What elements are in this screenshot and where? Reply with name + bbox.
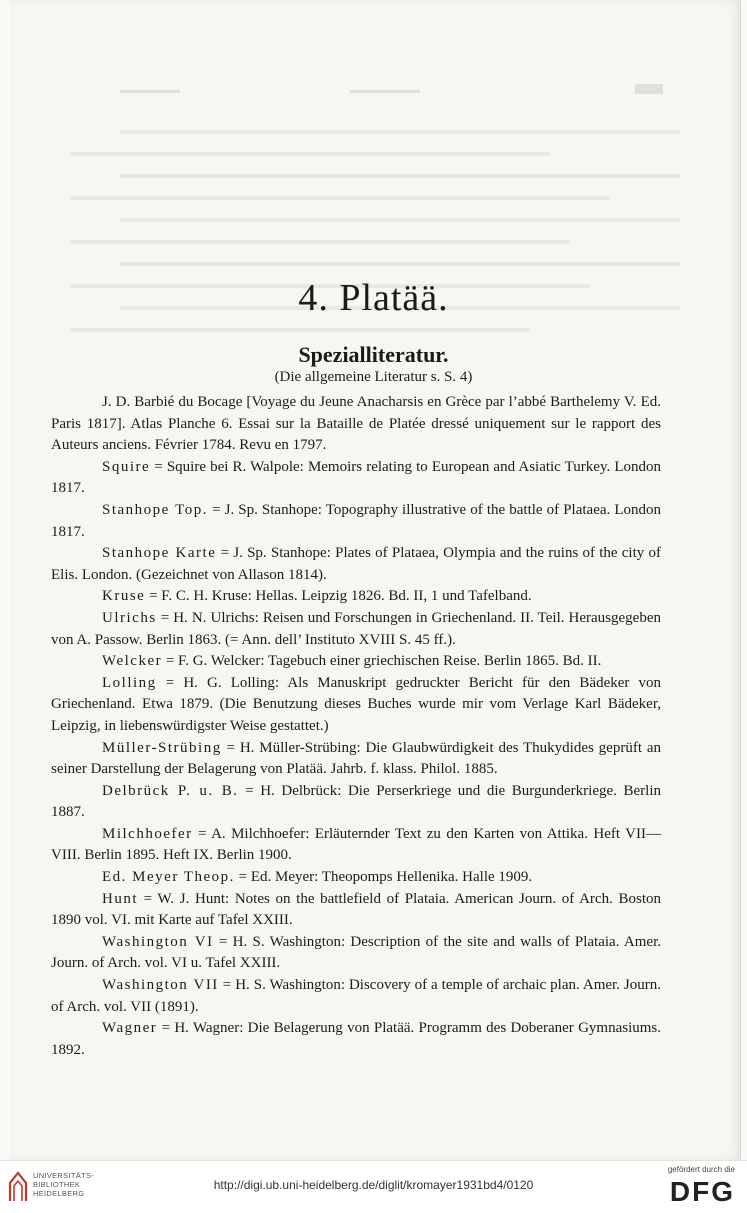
entry-text: = A. Milchhoefer: Erläuternder Text zu den Karten von Attika. Heft VII—VIII. Berlin 1895. Heft IX. Berlin 1900. — [51, 825, 661, 864]
bibliography-entry — [51, 975, 661, 1018]
bibliography-entry — [51, 738, 661, 781]
bibliography-entry — [51, 543, 661, 586]
entry-key: Washington VI — [102, 933, 214, 950]
entry-text: = H. Delbrück: Die Perserkriege und die Burgunderkriege. Berlin 1887. — [51, 782, 661, 821]
entry-text: = Squire bei R. Walpole: Memoirs relating to European and Asiatic Turkey. London 1817. — [51, 458, 661, 497]
entry-key: Ulrichs — [102, 609, 157, 626]
entry-key: Wagner — [102, 1020, 158, 1037]
bibliography-entry — [51, 932, 661, 975]
bibliography-entry — [51, 867, 661, 889]
bibliography-entry — [51, 457, 661, 500]
permalink-url[interactable]: http://digi.ub.uni-heidelberg.de/diglit/kromayer1931bd4/0120 — [213, 1178, 534, 1192]
bibliography-entry — [51, 500, 661, 543]
entry-text: = H. S. Washington: Discovery of a temple of archaic plan. Amer. Journ. of Arch. vol. VII (1891). — [51, 977, 661, 1015]
section-title: Spezialliteratur. — [298, 342, 449, 367]
bibliography-entry — [51, 781, 661, 824]
entry-text: = H. S. Washington: Description of the site and walls of Plataia. Amer. Journ. of Arch. vol. VI u. Tafel XXIII. — [51, 933, 661, 972]
entry-text: = W. J. Hunt: Notes on the battlefield of Plataia. American Journ. of Arch. Boston 1890 vol. VI. mit Karte auf Tafel XXIII. — [51, 890, 661, 929]
entry-text: = H. N. Ulrichs: Reisen und Forschungen in Griechenland. II. Teil. Herausgegeben von A. Passow. Berlin 1863. (= Ann. dell’ Instituto XVIII S. 45 ff.). — [51, 609, 661, 648]
bibliography-entry — [51, 586, 661, 608]
bibliography-entry — [51, 824, 661, 867]
entry-key: Delbrück P. u. B. — [102, 782, 239, 799]
bibliography-entry — [51, 608, 661, 651]
entry-text: = H. Müller-Strübing: Die Glaubwürdigkeit des Thukydides geprüft an seiner Darstellung der Belagerung von Platää. Jahrb. f. klass. Philol. 1885. — [51, 739, 661, 778]
bleed-through-header — [120, 85, 420, 103]
entry-text: = F. G. Welcker: Tagebuch einer griechischen Reise. Berlin 1865. Bd. II. — [162, 653, 602, 670]
bibliography-entry — [51, 1018, 661, 1061]
bleed-through-page-number — [635, 80, 665, 103]
entry-key: Washington VII — [102, 977, 219, 994]
entry-key: Squire — [102, 458, 151, 475]
entry-key: Stanhope Top. — [102, 501, 208, 518]
library-logo-text: UNIVERSITÄTS- BIBLIOTHEK HEIDELBERG — [33, 1171, 94, 1198]
entry-key: Müller-Strübing — [102, 739, 222, 756]
entry-text: J. D. Barbié du Bocage [Voyage du Jeune Anacharsis en Grèce par l’abbé Barthelemy V. Ed. Paris 1817]. Atlas Planche 6. Essai sur la Bataille de Platée dressé uniquement sur le rapport des Auteurs anciens. Février 1784. Revu en 1797. — [51, 394, 661, 454]
section-subtitle: (Die allgemeine Literatur s. S. 4) — [274, 369, 473, 385]
entry-key: Welcker — [102, 653, 163, 670]
chapter-title: 4. Platää. — [298, 277, 449, 319]
dfg-logo[interactable]: DFG — [669, 1176, 735, 1207]
funding-note: gefördert durch die — [667, 1165, 735, 1174]
entry-key: Stanhope Karte — [102, 545, 217, 562]
entry-text: = Ed. Meyer: Theopomps Hellenika. Halle 1909. — [234, 869, 533, 886]
entry-text: = J. Sp. Stanhope: Plates of Plataea, Olympia and the ruins of the city of Elis. London. (Gezeichnet von Allason 1814). — [51, 545, 661, 583]
entry-key: Lolling — [102, 674, 157, 691]
entry-text: = H. Wagner: Die Belagerung von Platää. Programm des Doberaner Gymnasiums. 1892. — [51, 1020, 661, 1058]
entry-key: Hunt — [102, 890, 138, 907]
bleed-through-page-number-mark — [635, 80, 665, 98]
entry-text: = H. G. Lolling: Als Manuskript gedruckter Bericht für den Bädeker von Griechenland. Etwa 1879. (Die Benutzung dieses Buches wurde mir vom Verlage Karl Bädeker, Leipzig, in liebenswürdigster Weise gestattet.) — [51, 674, 661, 734]
entry-key: Ed. Meyer Theop. — [102, 869, 235, 886]
bibliography-entry — [51, 889, 661, 932]
viewer-footer — [0, 1160, 747, 1213]
entry-text: = F. C. H. Kruse: Hellas. Leipzig 1826. Bd. II, 1 und Tafelband. — [145, 588, 532, 605]
bibliography-entry — [51, 673, 661, 738]
entry-key: Kruse — [102, 588, 146, 605]
bibliography-entry — [51, 392, 661, 457]
bibliography-list — [51, 392, 661, 1061]
bibliography-entry — [51, 651, 661, 673]
bleed-through-header-marks — [120, 85, 420, 99]
entry-text: = J. Sp. Stanhope: Topography illustrative of the battle of Plataea. London 1817. — [51, 501, 662, 540]
bleed-through-lines — [70, 120, 680, 380]
entry-key: Milchhoefer — [102, 825, 193, 842]
